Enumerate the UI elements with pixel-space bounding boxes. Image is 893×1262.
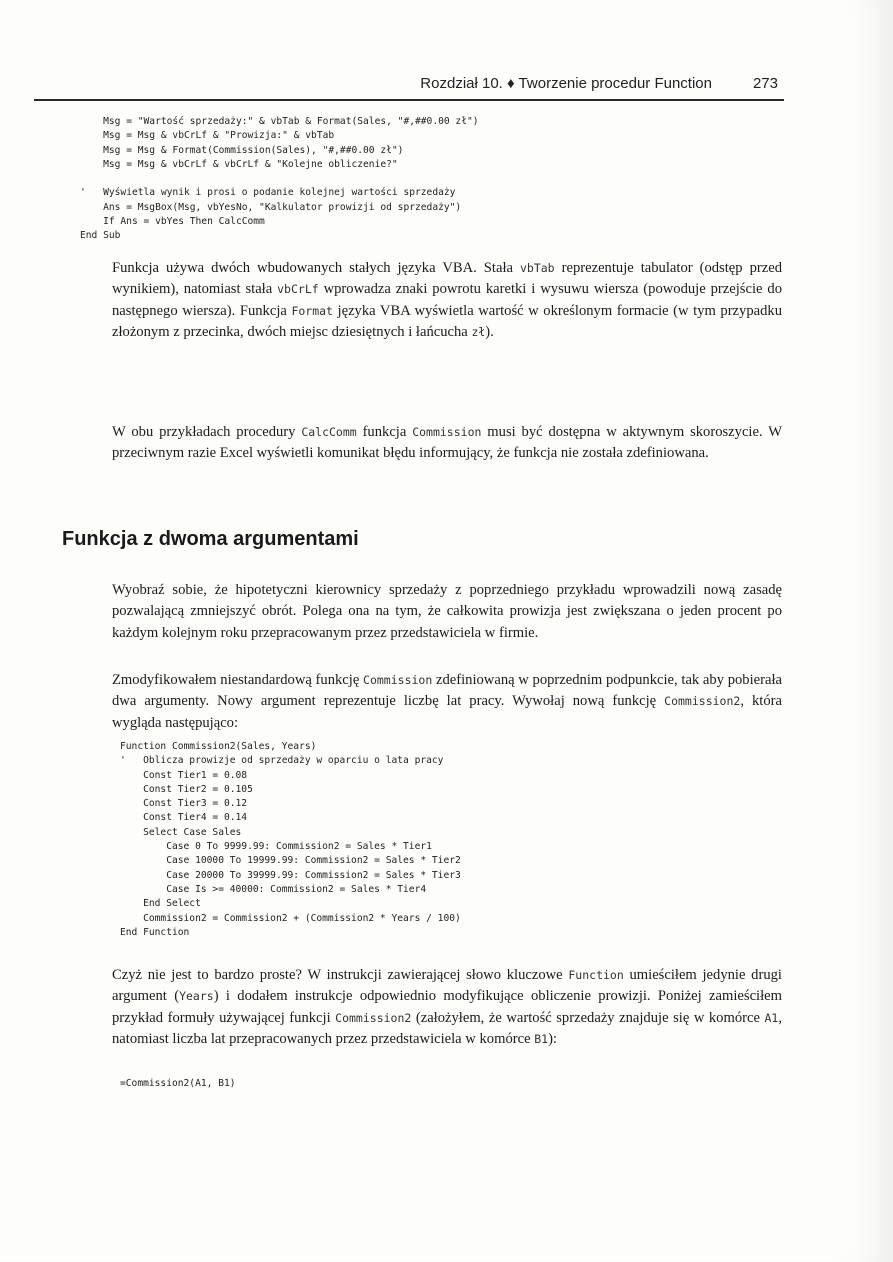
- code-block-commission2: Function Commission2(Sales, Years) ' Oblicza prowizje od sprzedaży w oparciu o lata pracy Const Tier1 = 0.08 Const Tier2 = 0.105 Const Tier3 = 0.12 Const Tier4 = 0.14 Select Case Sales Case 0 To 9999.99: Commission2 = Sales * Tier1 Case 10000 To 19999.99: Commission2 = Sales * Tier2 Case 20000 To 39999.99: Commission2 = Sales * Tier3 Case Is >= 40000: Commission2 = Sales * Tier4 End Select Commission2 = Commission2 + (Commission2 * Years / 100) End Function: [120, 741, 461, 938]
- running-header: [34, 73, 784, 101]
- paragraph-explanation: Czyż nie jest to bardzo proste? W instrukcji zawierającej słowo kluczowe Function umieściłem jedynie drugi argument (Years) i dodałem instrukcje odpowiednio modyfikujące obliczenie prowizji. Poniżej zamieściłem przykład formuły używającej funkcji Commission2 (założyłem, że wartość sprzedaży znajduje się w komórce A1, natomiast liczba lat przepracowanych przez przedstawiciela w komórce B1):: [112, 967, 782, 1048]
- paragraph-availability: W obu przykładach procedury CalcComm funkcja Commission musi być dostępna w aktywnym skoroszycie. W przeciwnym razie Excel wyświetli komunikat błędu informujący, że funkcja nie została zdefiniowana.: [112, 424, 782, 462]
- paragraph-scenario: Wyobraź sobie, że hipotetyczni kierownicy sprzedaży z poprzedniego przykładu wprowadzili nową zasadę pozwalającą zmniejszyć obrót. Polega ona na tym, że całkowita prowizja jest zwiększana o jeden procent po każdym kolejnym roku przepracowanym przez przedstawiciela w firmie.: [112, 582, 782, 641]
- page-number: 273: [752, 75, 778, 92]
- code-block-calccomm-end: Msg = "Wartość sprzedaży:" & vbTab & Format(Sales, "#,##0.00 zł") Msg = Msg & vbCrLf & "Prowizja:" & vbTab Msg = Msg & Format(Commission(Sales), "#,##0.00 zł") Msg = Msg & vbCrLf & vbCrLf & "Kolejne obliczenie?" ' Wyświetla wynik i prosi o podanie kolejnej wartości sprzedaży Ans = MsgBox(Msg, vbYesNo, "Kalkulator prowizji od sprzedaży") If Ans = vbYes Then CalcComm End Sub: [80, 116, 479, 242]
- paragraph-modification: Zmodyfikowałem niestandardową funkcję Commission zdefiniowaną w poprzednim podpunkcie, tak aby pobierała dwa argumenty. Nowy argument reprezentuje liczbę lat pracy. Wywołaj nową funkcję Commission2, która wygląda następująco:: [112, 672, 782, 731]
- paragraph-constants: Funkcja używa dwóch wbudowanych stałych języka VBA. Stała vbTab reprezentuje tabulator (odstęp przed wynikiem), natomiast stała vbCrLf wprowadza znaki powrotu karetki i wysuwu wiersza (powoduje przejście do następnego wiersza). Funkcja Format języka VBA wyświetla wartość w określonym formacie (w tym przypadku złożonym z przecinka, dwóch miejsc dziesiętnych i łańcucha zł).: [112, 260, 783, 341]
- section-heading: Funkcja z dwoma argumentami: [62, 528, 359, 550]
- header-title: Rozdział 10. ♦ Tworzenie procedur Function: [420, 75, 712, 92]
- code-formula-example: =Commission2(A1, B1): [120, 1078, 236, 1089]
